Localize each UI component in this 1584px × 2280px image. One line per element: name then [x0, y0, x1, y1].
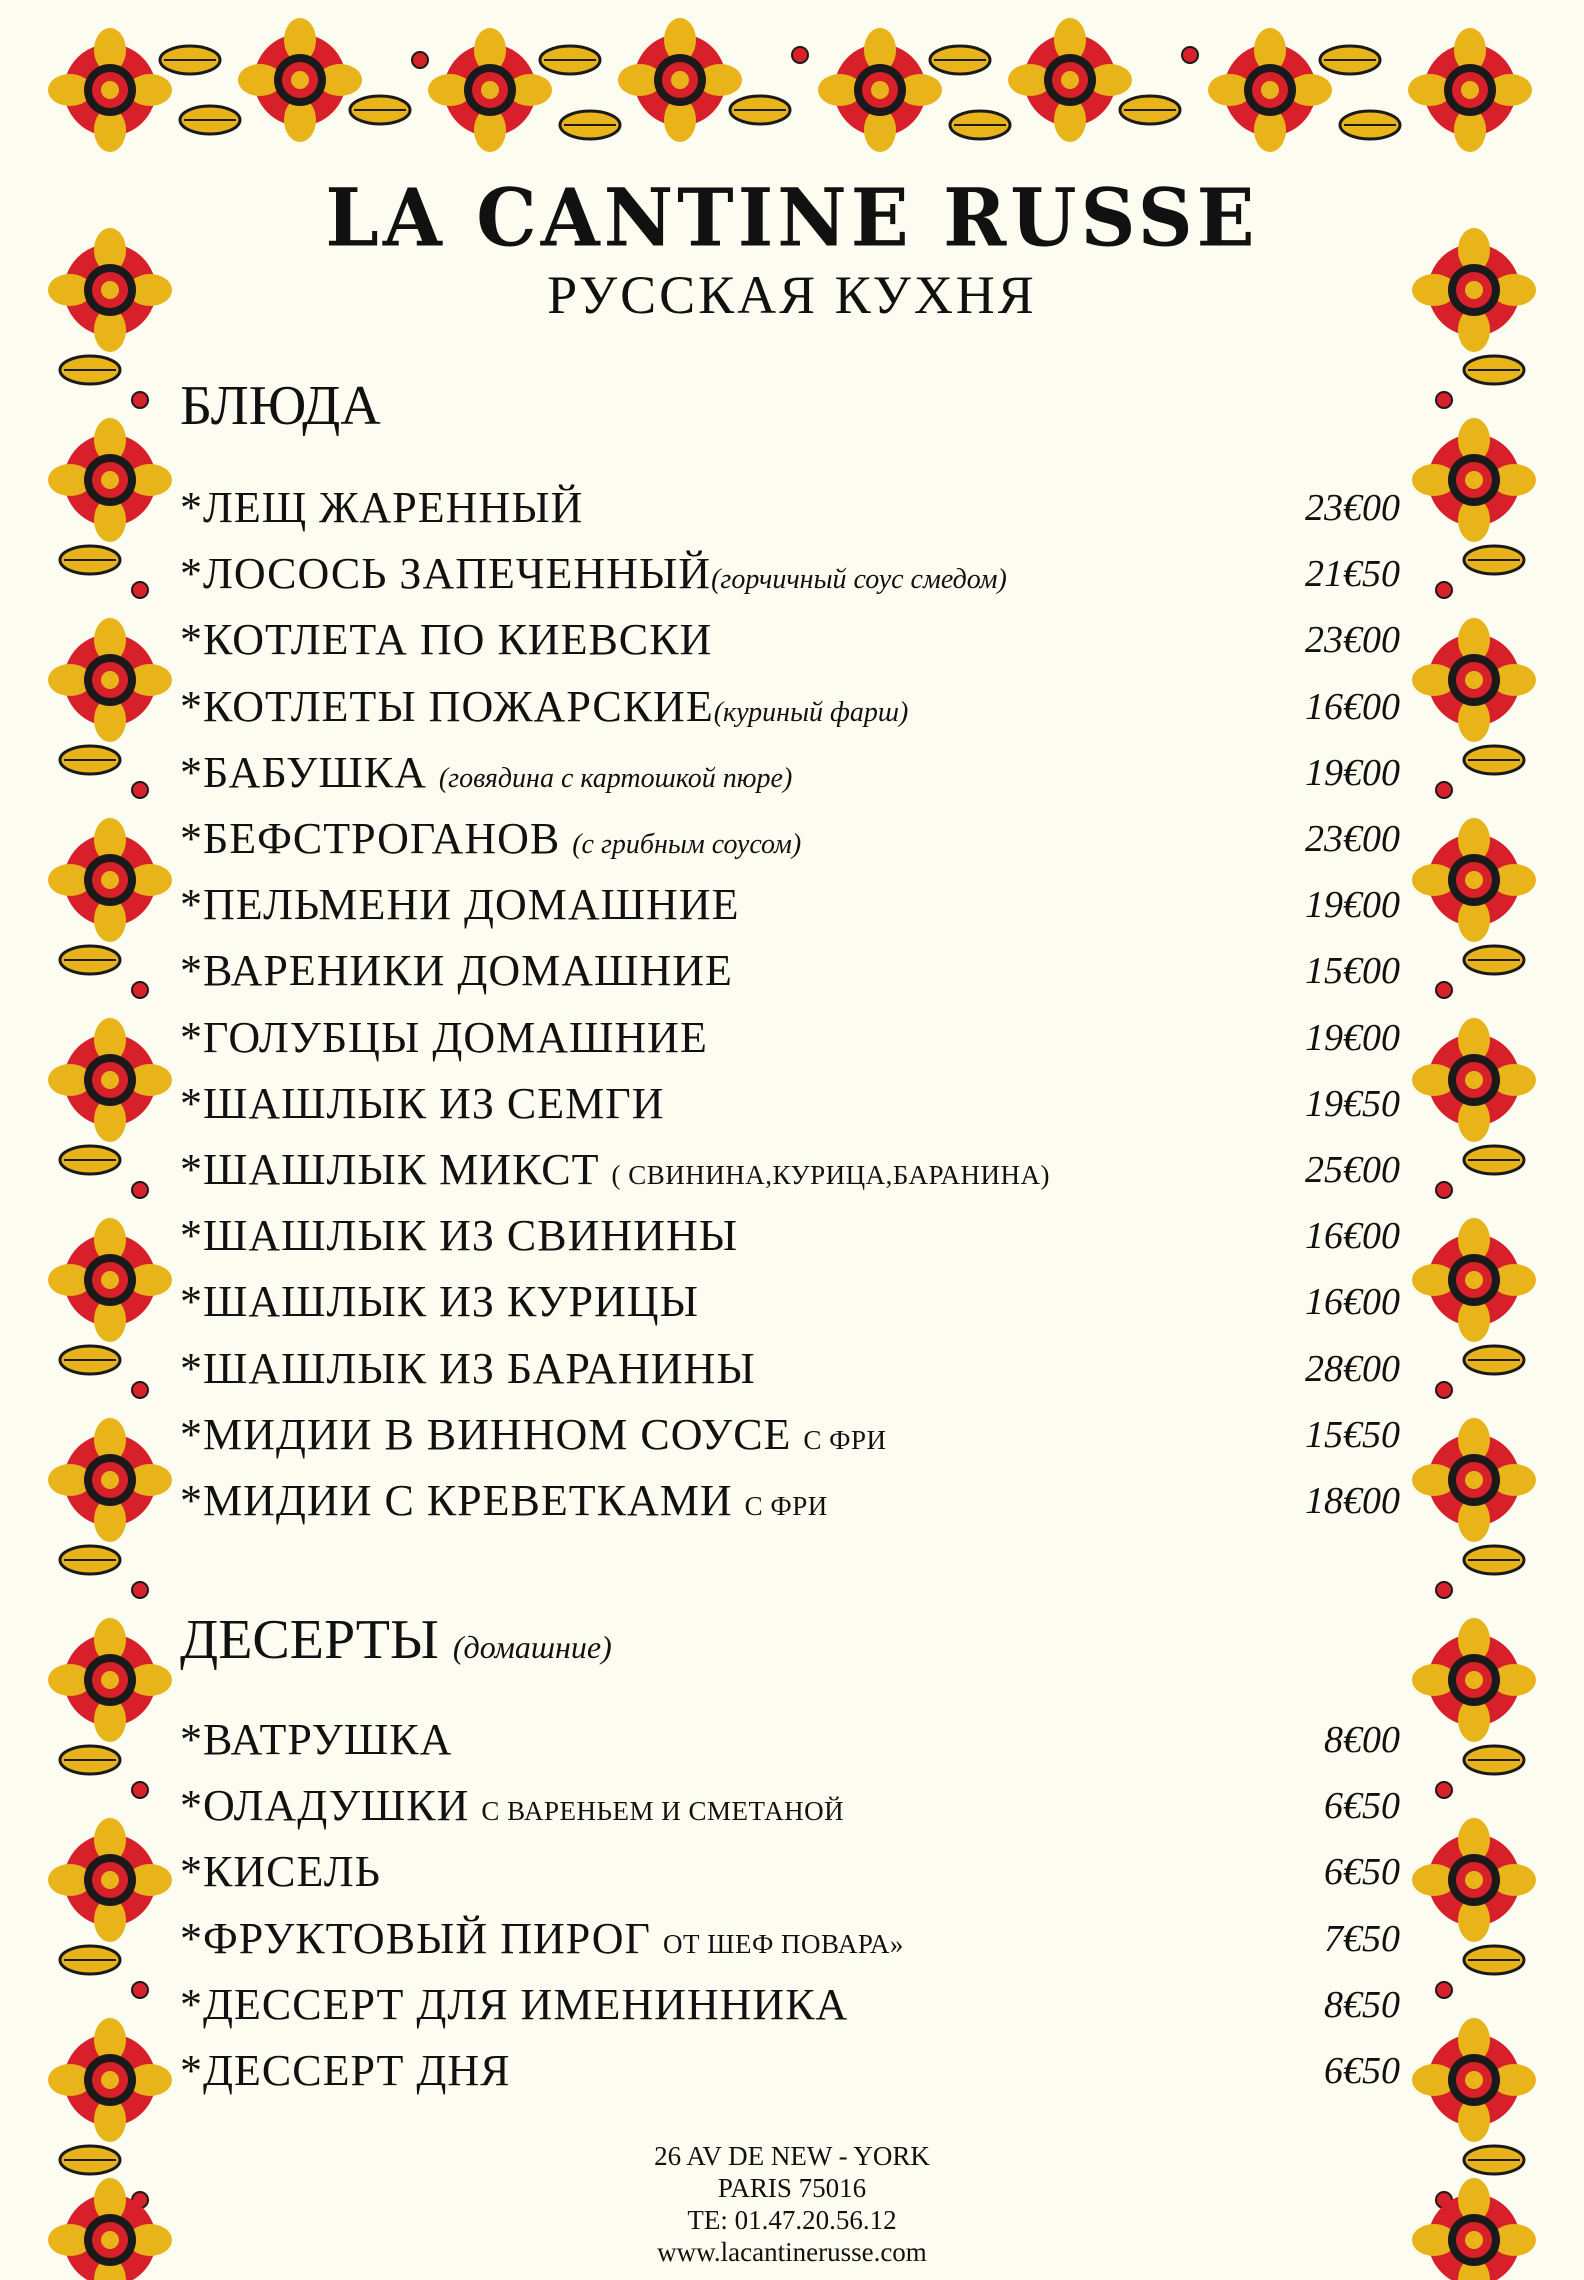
menu-item-name: *МИДИИ В ВИННОМ СОУСЕ [180, 1409, 804, 1459]
menu-item-price: 23€00 [1305, 487, 1400, 529]
restaurant-title: LA CANTINE RUSSE [325, 170, 1259, 265]
footer [0, 2140, 1584, 2268]
menu-item-description: (с грибным соусом) [572, 829, 802, 860]
phone: TE: 01.47.20.56.12 [687, 2205, 897, 2235]
menu-item [180, 1909, 1400, 1969]
menu-item-name: *МИДИИ С КРЕВЕТКАМИ [180, 1476, 745, 1525]
menu-item-price: 25€00 [1305, 1149, 1400, 1191]
menu-item-price: 19€00 [1305, 751, 1400, 794]
menu-item-description: С ФРИ [803, 1424, 887, 1455]
menu-item-price: 8€50 [1324, 1983, 1400, 2026]
section-title-mains: БЛЮДА [180, 375, 381, 437]
menu-item-price: 8€00 [1324, 1719, 1400, 1761]
menu-item-price: 21€50 [1305, 553, 1400, 596]
menu-item-price: 6€50 [1324, 2050, 1400, 2092]
menu-item [180, 743, 1400, 803]
menu-item-name: *ОЛАДУШКИ [180, 1781, 482, 1831]
address: 26 AV DE NEW - YORK [654, 2141, 930, 2171]
menu-item-price: 19€50 [1305, 1082, 1400, 1125]
menu-item-name: *ФРУКТОВЫЙ ПИРОГ [180, 1913, 663, 1963]
menu-item [180, 677, 1400, 737]
menu-item-price: 19€00 [1305, 1016, 1400, 1059]
menu-item-name: *БЕФСТРОГАНОВ [180, 814, 573, 863]
menu-item [180, 875, 1400, 935]
menu-item-description: ( СВИНИНА,КУРИЦА,БАРАНИНА) [611, 1160, 1051, 1190]
menu-item-price: 16€00 [1305, 1281, 1400, 1324]
menu-item [180, 478, 1400, 538]
menu-item [180, 1710, 1400, 1770]
menu-item [180, 1776, 1400, 1836]
menu-item-name: *ДЕССЕРТ ДНЯ [180, 2046, 511, 2095]
menu-item [180, 941, 1400, 1001]
menu-item [180, 1405, 1400, 1465]
menu-item [180, 1975, 1400, 2035]
menu-item-name: *ЛЕЩ ЖАРЕННЫЙ [180, 483, 584, 532]
menu-item-name: *ВАРЕНИКИ ДОМАШНИЕ [180, 946, 733, 996]
menu-item-price: 15€00 [1305, 950, 1400, 993]
menu-item-name: *ПЕЛЬМЕНИ ДОМАШНИЕ [180, 880, 740, 930]
cuisine-subtitle: РУССКАЯ КУХНЯ [547, 265, 1037, 325]
menu-item-price: 16€00 [1305, 685, 1400, 728]
menu-item [180, 1008, 1400, 1068]
menu-item-price: 19€00 [1305, 884, 1400, 927]
menu-item-price: 23€00 [1305, 619, 1400, 662]
menu-item-description: С ФРИ [744, 1491, 828, 1521]
menu-item-name: *ШАШЛЫК ИЗ СВИНИНЫ [180, 1211, 739, 1261]
menu-item-price: 16€00 [1305, 1215, 1400, 1258]
menu-item-description: (горчичный соус смедом) [711, 564, 1007, 596]
menu-item [180, 544, 1400, 604]
menu-item-price: 28€00 [1305, 1347, 1400, 1390]
menu-item-name: *БАБУШКА [180, 747, 439, 797]
menu-item-name: *КИСЕЛЬ [180, 1847, 381, 1897]
menu-item-name: *ШАШЛЫК МИКСТ [180, 1145, 612, 1194]
menu-item [180, 1140, 1400, 1200]
menu-item-price: 6€50 [1324, 1785, 1400, 1828]
menu-item [180, 1206, 1400, 1266]
section-title-desserts: ДЕСЕРТЫ (домашние) [180, 1609, 612, 1671]
menu-item-name: *ШАШЛЫК ИЗ СЕМГИ [180, 1078, 665, 1128]
menu-item-name: *ШАШЛЫК ИЗ БАРАНИНЫ [180, 1343, 756, 1393]
menu-item-price: 6€50 [1324, 1851, 1400, 1894]
menu-item [180, 1074, 1400, 1134]
menu-item-description: (говядина с картошкой пюре) [438, 762, 793, 794]
menu-item-name: *ЛОСОСЬ ЗАПЕЧЕННЫЙ [180, 549, 712, 599]
menu-item [180, 1339, 1400, 1399]
menu-item-price: 15€50 [1305, 1413, 1400, 1456]
website-link[interactable]: www.lacantinerusse.com [657, 2237, 927, 2267]
menu-item-name: *КОТЛЕТА ПО КИЕВСКИ [180, 615, 713, 665]
menu-item-description: (куриный фарш) [713, 696, 909, 728]
menu-item-name: *ШАШЛЫК ИЗ КУРИЦЫ [180, 1277, 699, 1327]
desserts-note: (домашние) [452, 1629, 612, 1665]
menu-item [180, 809, 1400, 869]
menu-item [180, 1272, 1400, 1332]
menu-item-name: *ГОЛУБЦЫ ДОМАШНИЕ [180, 1012, 708, 1062]
menu-item [180, 1842, 1400, 1902]
city: PARIS 75016 [717, 2173, 867, 2203]
menu-item-price: 18€00 [1305, 1480, 1400, 1522]
menu-item [180, 2041, 1400, 2101]
menu-item-description: ОТ ШЕФ ПОВАРА» [662, 1928, 904, 1959]
menu-item-name: *КОТЛЕТЫ ПОЖАРСКИЕ [180, 681, 714, 731]
menu-item-name: *ВАТРУШКА [180, 1715, 453, 1764]
menu-item [180, 610, 1400, 670]
menu-item-price: 7€50 [1324, 1917, 1400, 1960]
menu-item-description: С ВАРЕНЬЕМ И СМЕТАНОЙ [481, 1796, 845, 1827]
menu-item [180, 1471, 1400, 1531]
menu-item-name: *ДЕССЕРТ ДЛЯ ИМЕНИННИКА [180, 1979, 849, 2029]
menu-item-price: 23€00 [1305, 818, 1400, 860]
